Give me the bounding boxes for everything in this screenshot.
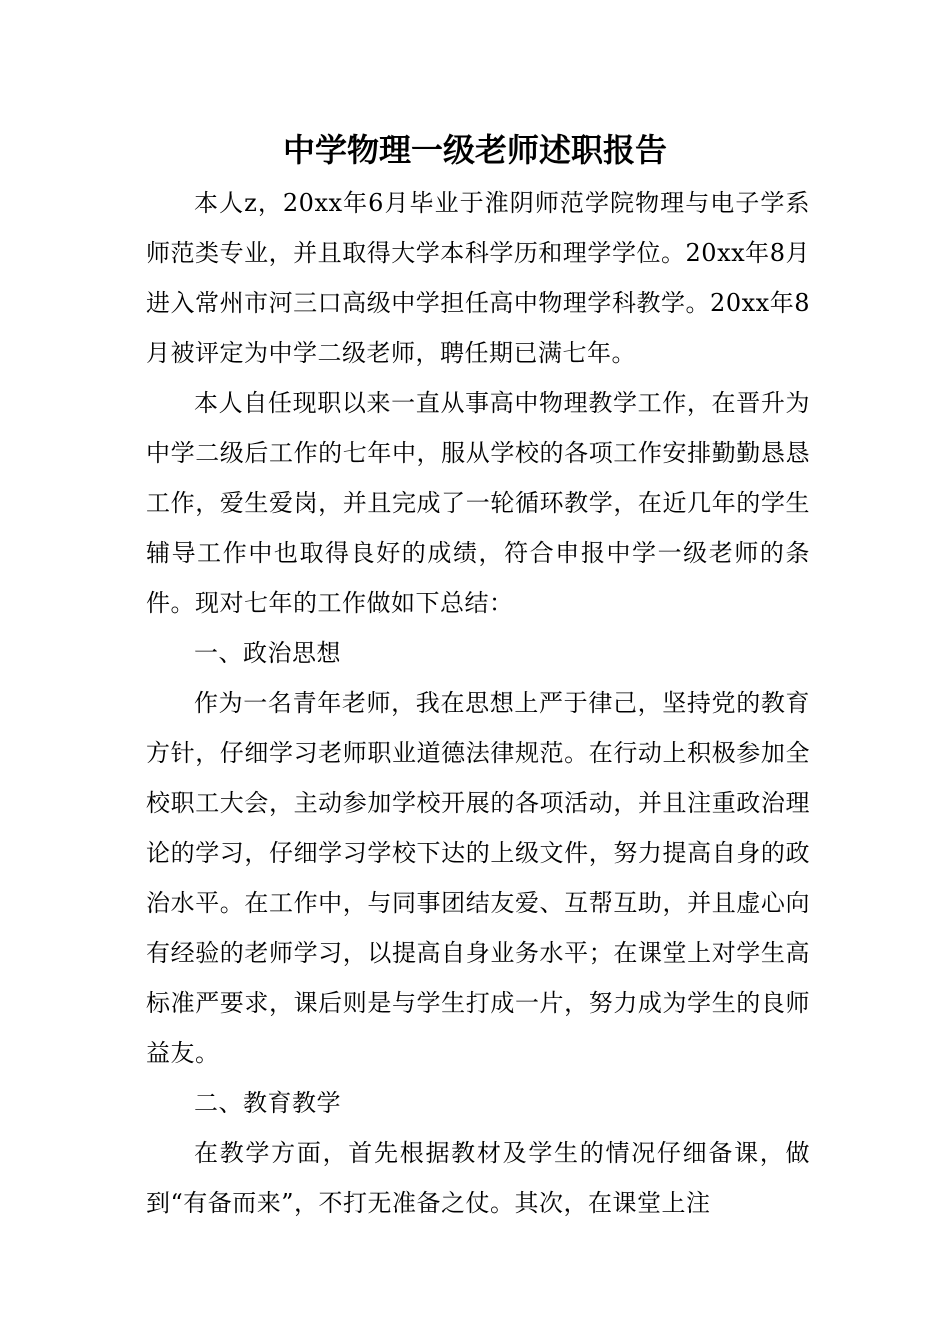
section-heading-politics: 一、政治思想 bbox=[194, 639, 341, 667]
paragraph-teaching: 在教学方面，首先根据教材及学生的情况仔细备课，做到“有备而来”，不打无准备之仗。其次，在课堂上注 bbox=[146, 1139, 810, 1217]
paragraph-politics: 作为一名青年老师，我在思想上严于律己，坚持党的教育方针，仔细学习老师职业道德法律规范。在行动上积极参加全校职工大会，主动参加学校开展的各项活动，并且注重政治理论的学习，仔细学习学校下达的上级文件，努力提高自身的政治水平。在工作中，与同事团结友爱、互帮互助，并且虚心向有经验的老师学习，以提高自身业务水平；在课堂上对学生高标准严要求，课后则是与学生打成一片，努力成为学生的良师益友。 bbox=[146, 689, 810, 1067]
paragraph-summary: 本人自任现职以来一直从事高中物理教学工作，在晋升为中学二级后工作的七年中，服从学校的各项工作安排勤勤恳恳工作，爱生爱岗，并且完成了一轮循环教学，在近几年的学生辅导工作中也取得良好的成绩，符合申报中学一级老师的条件。现对七年的工作做如下总结： bbox=[146, 389, 810, 617]
document-title: 中学物理一级老师述职报告 bbox=[282, 131, 667, 169]
document-body bbox=[146, 178, 810, 1228]
section-heading-teaching: 二、教育教学 bbox=[194, 1089, 341, 1117]
paragraph-intro: 本人z，20xx年6月毕业于淮阴师范学院物理与电子学系师范类专业，并且取得大学本科学历和理学学位。20xx年8月进入常州市河三口高级中学担任高中物理学科教学。20xx年8月被评定为中学二级老师，聘任期已满七年。 bbox=[146, 189, 810, 367]
